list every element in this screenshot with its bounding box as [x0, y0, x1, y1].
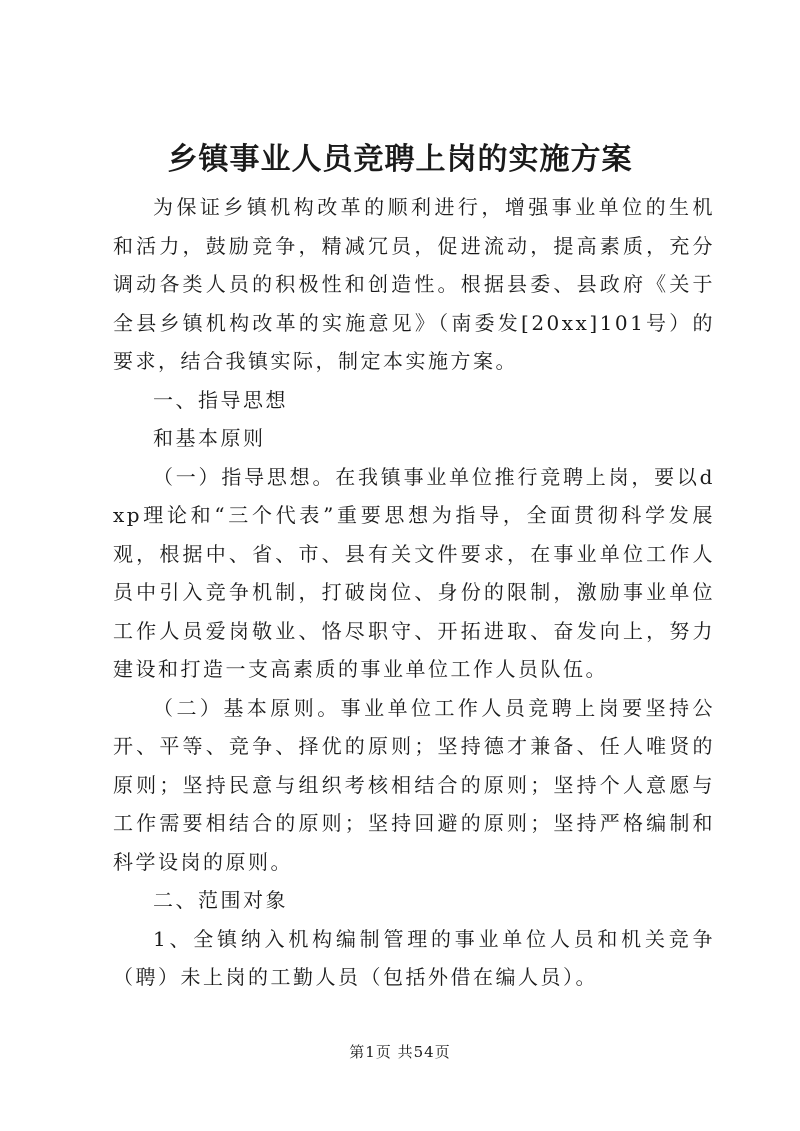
paragraph-basic-principles: （二）基本原则。事业单位工作人员竞聘上岗要坚持公开、平等、竞争、择优的原则；坚持德才兼备、任人唯贤的原则；坚持民意与组织考核相结合的原则；坚持个人意愿与工作需要相结合的原则；坚持回避的原则；坚持严格编制和科学设岗的原则。 — [113, 695, 715, 874]
section-heading-guiding-thought: 一、指导思想 — [153, 387, 288, 412]
document-body — [113, 188, 715, 997]
paragraph-guiding-thought: （一）指导思想。在我镇事业单位推行竞聘上岗，要以dxp理论和“三个代表”重要思想为指导，全面贯彻科学发展观，根据中、省、市、县有关文件要求，在事业单位工作人员中引入竞争机制，打破岗位、身份的限制，激励事业单位工作人员爱岗敬业、恪尽职守、开拓进取、奋发向上，努力建设和打造一支高素质的事业单位工作人员队伍。 — [113, 464, 715, 681]
section-heading-scope: 二、范围对象 — [153, 888, 288, 912]
paragraph-intro: 为保证乡镇机构改革的顺利进行，增强事业单位的生机和活力，鼓励竞争，精减冗员，促进流动，提高素质，充分调动各类人员的积极性和创造性。根据县委、县政府《关于全县乡镇机构改革的实施意见》（南委发[20xx]101号）的要求，结合我镇实际，制定本实施方案。 — [113, 195, 715, 373]
paragraph-scope-item-1: 1、全镇纳入机构编制管理的事业单位人员和机关竞争（聘）未上岗的工勤人员（包括外借在编人员）。 — [113, 926, 715, 989]
page-title: 乡镇事业人员竞聘上岗的实施方案 — [167, 142, 633, 177]
page-number-footer: 第1页 共54页 — [349, 1043, 451, 1061]
section-heading-basic-principles: 和基本原则 — [153, 426, 266, 450]
